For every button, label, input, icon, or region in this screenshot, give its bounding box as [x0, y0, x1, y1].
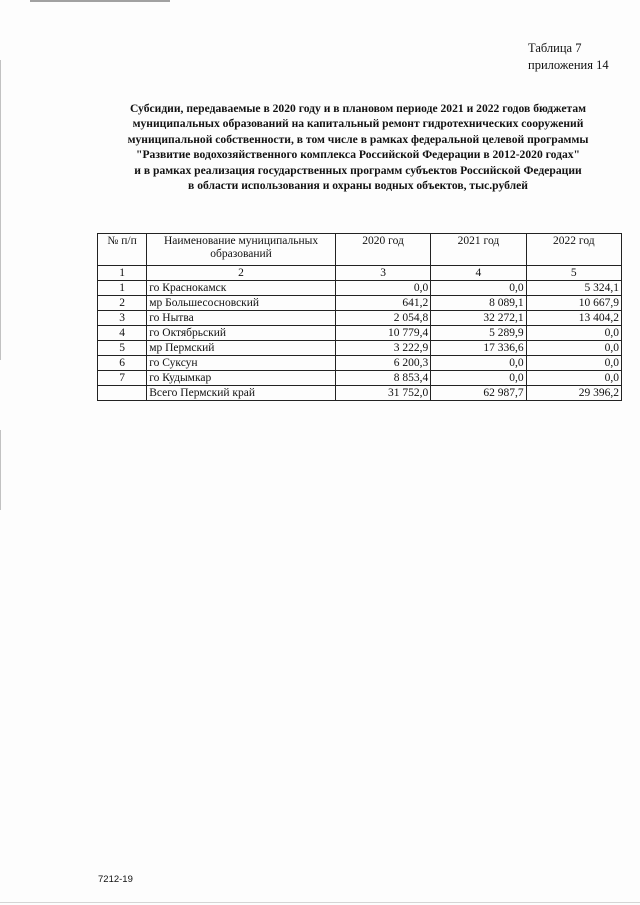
row-value-2020: 0,0: [335, 281, 430, 296]
header-2020: 2020 год: [335, 234, 430, 266]
row-value-2020: 6 200,3: [335, 356, 430, 371]
row-municipality: го Нытва: [147, 311, 336, 326]
row-value-2022: 0,0: [526, 341, 621, 356]
row-value-2020: 3 222,9: [335, 341, 430, 356]
row-value-2021: 5 289,9: [431, 326, 526, 341]
total-label: Всего Пермский край: [147, 386, 336, 401]
table-row: [98, 281, 622, 296]
header-2021: 2021 год: [431, 234, 526, 266]
column-number: 5: [526, 266, 621, 281]
row-value-2021: 0,0: [431, 356, 526, 371]
header-name: Наименование муниципальных образований: [147, 234, 336, 266]
column-number-row: [98, 266, 622, 281]
total-value-2021: 62 987,7: [431, 386, 526, 401]
row-num: 3: [98, 311, 147, 326]
row-value-2021: 17 336,6: [431, 341, 526, 356]
scan-edge-mark: [0, 430, 1, 510]
row-municipality: го Октябрьский: [147, 326, 336, 341]
table-reference: [528, 40, 609, 74]
column-number: 1: [98, 266, 147, 281]
header-2022: 2022 год: [526, 234, 621, 266]
table-row: [98, 356, 622, 371]
subsidies-table: [97, 233, 622, 401]
column-number: 3: [335, 266, 430, 281]
row-value-2022: 10 667,9: [526, 296, 621, 311]
title-line: и в рамках реализация государственных программ субъектов Российской Федерации: [134, 163, 582, 177]
row-value-2020: 2 054,8: [335, 311, 430, 326]
title-line: "Развитие водохозяйственного комплекса Российской Федерации в 2012-2020 годах": [136, 148, 580, 162]
row-num: 7: [98, 371, 147, 386]
row-num: 1: [98, 281, 147, 296]
table-reference-line: приложения 14: [528, 58, 609, 72]
table-row: [98, 341, 622, 356]
row-num: 5: [98, 341, 147, 356]
row-value-2021: 32 272,1: [431, 311, 526, 326]
title-line: в области использования и охраны водных объектов, тыс.рублей: [188, 179, 528, 193]
row-value-2022: 13 404,2: [526, 311, 621, 326]
row-value-2022: 0,0: [526, 356, 621, 371]
total-num: [98, 386, 147, 401]
scan-edge-mark: [0, 60, 1, 360]
row-value-2020: 8 853,4: [335, 371, 430, 386]
row-value-2021: 0,0: [431, 371, 526, 386]
total-value-2022: 29 396,2: [526, 386, 621, 401]
row-value-2020: 641,2: [335, 296, 430, 311]
row-municipality: мр Пермский: [147, 341, 336, 356]
document-code: 7212-19: [98, 874, 133, 885]
table-reference-line: Таблица 7: [528, 41, 582, 55]
row-value-2021: 8 089,1: [431, 296, 526, 311]
row-municipality: го Кудымкар: [147, 371, 336, 386]
row-value-2021: 0,0: [431, 281, 526, 296]
table-row: [98, 326, 622, 341]
table-header-row: [98, 234, 622, 266]
total-value-2020: 31 752,0: [335, 386, 430, 401]
row-municipality: го Краснокамск: [147, 281, 336, 296]
row-num: 4: [98, 326, 147, 341]
column-number: 2: [147, 266, 336, 281]
document-title: [92, 101, 624, 193]
title-line: муниципальной собственности, в том числе в рамках федеральной целевой программы: [127, 132, 589, 146]
table-total-row: [98, 386, 622, 401]
scan-edge-mark: [30, 0, 170, 2]
row-value-2022: 0,0: [526, 371, 621, 386]
table-row: [98, 311, 622, 326]
header-num: № п/п: [98, 234, 147, 266]
title-line: Субсидии, передаваемые в 2020 году и в плановом периоде 2021 и 2022 годов бюджетам: [129, 102, 587, 115]
row-num: 2: [98, 296, 147, 311]
row-value-2022: 5 324,1: [526, 281, 621, 296]
row-num: 6: [98, 356, 147, 371]
row-value-2020: 10 779,4: [335, 326, 430, 341]
title-line: муниципальных образований на капитальный ремонт гидротехнических сооружений: [132, 117, 584, 131]
table-row: [98, 296, 622, 311]
row-value-2022: 0,0: [526, 326, 621, 341]
column-number: 4: [431, 266, 526, 281]
scan-edge-mark: [0, 902, 640, 903]
table-row: [98, 371, 622, 386]
row-municipality: го Суксун: [147, 356, 336, 371]
row-municipality: мр Большесосновский: [147, 296, 336, 311]
